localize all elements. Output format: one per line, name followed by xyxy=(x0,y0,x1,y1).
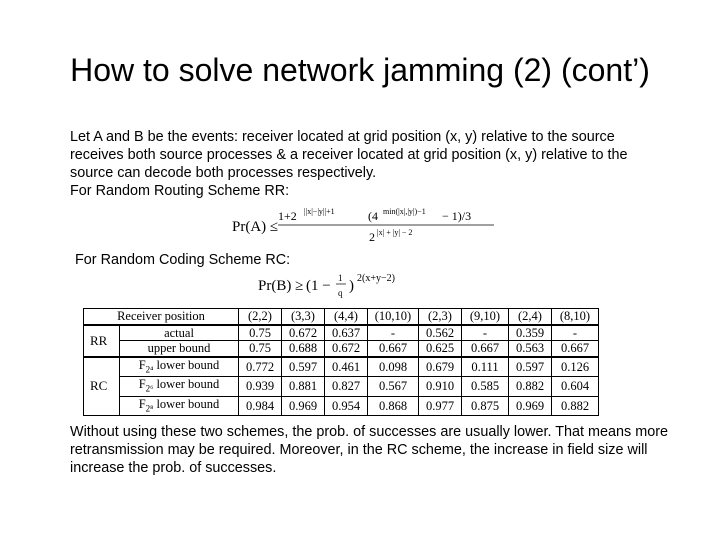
table-row xyxy=(84,377,599,397)
table-cell: 0.772 xyxy=(239,357,282,377)
table-cell: 0.977 xyxy=(419,396,462,416)
table-cell: 0.688 xyxy=(282,341,325,357)
table-cell: - xyxy=(552,325,599,341)
header-position: (8,10) xyxy=(552,309,599,325)
formula-a-num-paren: (4 xyxy=(368,209,378,223)
table-cell: 0.827 xyxy=(325,377,368,397)
table-cell: 0.604 xyxy=(552,377,599,397)
table-cell: 0.984 xyxy=(239,396,282,416)
table-cell: 0.75 xyxy=(239,341,282,357)
formula-b-body: (1 − xyxy=(306,278,331,294)
table-cell: 0.625 xyxy=(419,341,462,357)
header-position: (2,3) xyxy=(419,309,462,325)
formula-pr-a xyxy=(232,203,494,247)
table-cell: 0.868 xyxy=(368,396,419,416)
header-receiver-position: Receiver position xyxy=(84,309,239,325)
header-position: (9,10) xyxy=(462,309,509,325)
row-label-text: lower bound xyxy=(156,396,220,411)
group-label-rr: RR xyxy=(84,325,120,357)
table-cell: 0.969 xyxy=(282,396,325,416)
header-position: (4,4) xyxy=(325,309,368,325)
rc-heading: For Random Coding Scheme RC: xyxy=(75,252,291,268)
formula-a-lhs: Pr(A) ≤ xyxy=(232,219,279,235)
table-cell: 0.939 xyxy=(239,377,282,397)
table-row xyxy=(84,396,599,416)
formula-a-num-paren-exp: min(|x|,|y|)−1 xyxy=(383,207,426,216)
table-cell: 0.126 xyxy=(552,357,599,377)
field-symbol: F xyxy=(138,357,146,372)
table-cell: 0.672 xyxy=(325,341,368,357)
table-cell: 0.672 xyxy=(282,325,325,341)
row-label-text: lower bound xyxy=(156,357,220,372)
formula-b-frac-den: q xyxy=(338,288,343,298)
formula-b-exp: 2(x+y−2) xyxy=(357,273,395,284)
table-row xyxy=(84,357,599,377)
header-position: (2,4) xyxy=(509,309,552,325)
formula-pr-b xyxy=(258,270,468,304)
table-cell: 0.75 xyxy=(239,325,282,341)
table-header-row xyxy=(84,309,599,325)
formula-a-num-lead: 1+2 xyxy=(278,209,297,223)
table-row xyxy=(84,341,599,357)
table-cell: - xyxy=(462,325,509,341)
header-position: (3,3) xyxy=(282,309,325,325)
table-cell: 0.597 xyxy=(509,357,552,377)
table-cell: 0.111 xyxy=(462,357,509,377)
results-table xyxy=(83,308,599,416)
slide-title: How to solve network jamming (2) (cont’) xyxy=(70,52,650,88)
intro-paragraph: Let A and B be the events: receiver located at grid position (x, y) relative to the source receives both source processes & a receiver located at grid position (x, y) relative to the source can decode both processes respectively. xyxy=(70,129,628,181)
formula-b-lhs: Pr(B) ≥ xyxy=(258,278,304,294)
table-cell: 0.597 xyxy=(282,357,325,377)
row-label xyxy=(120,357,239,377)
table-cell: 0.881 xyxy=(282,377,325,397)
table-cell: 0.679 xyxy=(419,357,462,377)
table-cell: 0.954 xyxy=(325,396,368,416)
table-cell: 0.882 xyxy=(552,396,599,416)
field-symbol: F xyxy=(138,396,146,411)
formula-a-num-tail: − 1)/3 xyxy=(442,209,472,223)
field-subscript: 2⁶ xyxy=(145,383,154,394)
table-cell: 0.562 xyxy=(419,325,462,341)
table-cell: - xyxy=(368,325,419,341)
rr-heading: For Random Routing Scheme RR: xyxy=(70,183,290,199)
table-cell: 0.969 xyxy=(509,396,552,416)
table-cell: 0.461 xyxy=(325,357,368,377)
conclusion-text: Without using these two schemes, the prob. of successes are usually lower. That means more retransmission may be required. Moreover, in the RC scheme, the increase in field size will increase the prob. of successes. xyxy=(70,424,669,476)
table-cell: 0.563 xyxy=(509,341,552,357)
table-cell: 0.585 xyxy=(462,377,509,397)
field-symbol: F xyxy=(138,377,146,391)
table-cell: 0.098 xyxy=(368,357,419,377)
row-label xyxy=(120,377,239,397)
formula-a-den-exp: |x| + |y| − 2 xyxy=(377,228,413,237)
table-cell: 0.875 xyxy=(462,396,509,416)
table-cell: 0.567 xyxy=(368,377,419,397)
row-label: upper bound xyxy=(120,341,239,357)
formula-a-num-exp: ||x|−|y||+1 xyxy=(304,207,335,216)
intro-text xyxy=(70,128,670,200)
field-subscript: 2⁸ xyxy=(145,403,154,413)
row-label xyxy=(120,396,239,416)
table-cell: 0.667 xyxy=(552,341,599,357)
field-subscript: 2⁴ xyxy=(145,364,154,374)
header-position: (2,2) xyxy=(239,309,282,325)
formula-b-frac-num: 1 xyxy=(338,273,343,283)
table-row xyxy=(84,325,599,341)
formula-b-close: ) xyxy=(349,278,354,294)
formula-a-den-base: 2 xyxy=(369,230,375,244)
table-cell: 0.667 xyxy=(462,341,509,357)
group-label-rc: RC xyxy=(84,357,120,416)
table-cell: 0.359 xyxy=(509,325,552,341)
row-label-text: lower bound xyxy=(156,377,220,391)
table-cell: 0.667 xyxy=(368,341,419,357)
row-label: actual xyxy=(120,325,239,341)
table-cell: 0.910 xyxy=(419,377,462,397)
header-position: (10,10) xyxy=(368,309,419,325)
table-cell: 0.882 xyxy=(509,377,552,397)
table-cell: 0.637 xyxy=(325,325,368,341)
